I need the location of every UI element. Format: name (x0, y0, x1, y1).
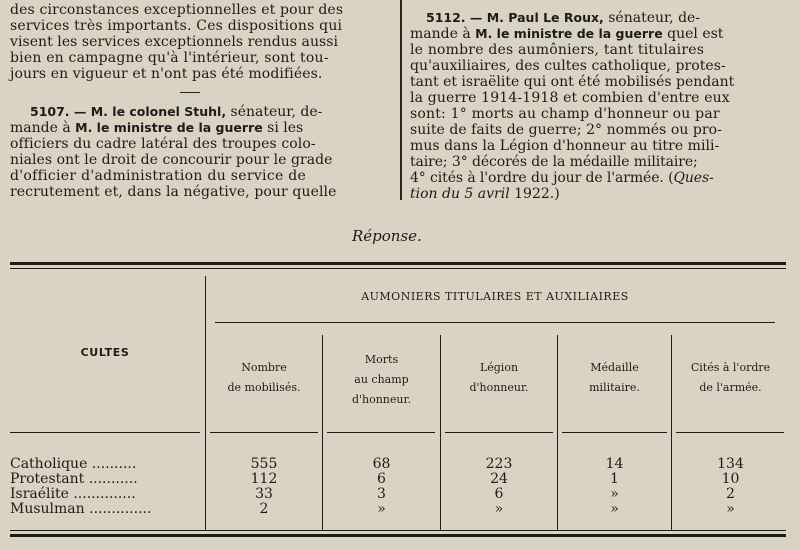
question-year: 1922.) (509, 186, 560, 202)
question-line: sont: 1° morts au champ d'honneur ou par (410, 106, 720, 122)
cell-value: 6 (377, 471, 386, 487)
cell-value: 14 (605, 456, 624, 472)
question-line: recrutement et, dans la négative, pour quelle (10, 184, 337, 200)
cultes-header: CULTES (80, 346, 130, 359)
intro-line: services très importants. Ces dispositions qui (10, 18, 343, 34)
cell-value: 68 (372, 456, 391, 472)
minister-name: M. le ministre de la guerre (75, 120, 263, 135)
cell-value: » (610, 501, 619, 517)
table-vertical-rule (671, 335, 672, 530)
intro-line: des circonstances exceptionnelles et pour des (10, 2, 344, 18)
header-bottom-rule (676, 432, 784, 433)
question-line: officiers du cadre latéral des troupes colo- (10, 136, 316, 152)
table-bottom-rule (10, 534, 786, 537)
column-header-morts: Morts au champ d'honneur. (351, 353, 412, 406)
cell-value: 2 (259, 501, 269, 517)
cell-value: 24 (490, 471, 508, 487)
column-header-cites: Cités à l'ordre de l'armée. (690, 361, 771, 394)
question-date-label: Ques- (673, 170, 714, 186)
intro-line: bien en campagne qu'à l'intérieur, sont tou- (10, 50, 329, 66)
header-bottom-rule (562, 432, 667, 433)
row-label: Catholique .......... (10, 456, 137, 472)
cell-value: 3 (377, 486, 386, 502)
question-role: sénateur, de- (226, 104, 323, 120)
column-header-mobilises: Nombre de mobilisés. (227, 361, 301, 394)
cell-value: 6 (494, 486, 504, 502)
cell-value: 1 (610, 471, 619, 487)
question-line: tant et israëlite qui ont été mobilisés pendant (410, 74, 735, 90)
header-bottom-rule (10, 432, 200, 433)
cell-value: 223 (485, 456, 513, 472)
question-line: qu'auxiliaires, des cultes catholique, protes- (410, 58, 726, 74)
table-vertical-rule (440, 335, 441, 530)
cell-value: 10 (721, 471, 740, 487)
question-line: taire; 3° décorés de la médaille militaire; (410, 154, 698, 170)
cell-value: 112 (250, 471, 278, 487)
intro-line: visent les services exceptionnels rendus aussi (10, 34, 339, 50)
cell-value: » (726, 501, 735, 517)
reponse-heading: Réponse. (352, 227, 422, 245)
question-line: le nombre des aumôniers, tant titulaires (410, 42, 705, 58)
cell-value: 33 (255, 486, 273, 502)
table-vertical-rule (557, 335, 558, 530)
group-header-rule (215, 322, 775, 323)
table-vertical-rule (205, 276, 206, 530)
question-5112 (410, 10, 788, 202)
cell-value: » (610, 486, 619, 502)
row-label: Protestant ........... (10, 471, 138, 487)
header-bottom-rule (327, 432, 435, 433)
text-fragment: si les (262, 120, 304, 136)
question-line: suite de faits de guerre; 2° nommés ou pro- (410, 122, 722, 138)
question-line: la guerre 1914-1918 et combien d'entre eux (410, 90, 730, 106)
question-line: mus dans la Légion d'honneur au titre mili- (410, 138, 720, 154)
table-vertical-rule (322, 335, 323, 530)
question-line: 4° cités à l'ordre du jour de l'armée. ( (410, 170, 674, 186)
question-role: sénateur, de- (603, 10, 701, 26)
table-top-rule-thin (10, 268, 786, 269)
column-header-medaille: Médaille militaire. (589, 361, 640, 394)
column-header-legion: Légion d'honneur. (469, 361, 529, 394)
minister-name: M. le ministre de la guerre (475, 26, 663, 41)
cell-value: » (494, 501, 504, 517)
cell-value: 555 (250, 456, 278, 472)
group-header: AUMONIERS TITULAIRES ET AUXILIAIRES (361, 290, 629, 303)
text-fragment: quel est (662, 26, 724, 42)
cell-value: » (377, 501, 386, 517)
table-bottom-rule-thin (10, 530, 786, 531)
row-label: Israélite .............. (10, 486, 136, 502)
cell-value: 134 (717, 456, 744, 472)
header-bottom-rule (210, 432, 318, 433)
question-line: d'officier d'administration du service de (10, 168, 307, 184)
question-number: 5107. — M. le colonel Stuhl, (30, 104, 227, 119)
text-fragment: mande à (410, 26, 476, 42)
question-line: niales ont le droit de concourir pour le grade (10, 152, 333, 168)
intro-paragraph (10, 2, 390, 82)
question-5107 (10, 104, 390, 200)
table-top-rule (10, 262, 786, 265)
text-fragment: mande à (10, 120, 76, 136)
header-bottom-rule (445, 432, 553, 433)
question-date-label: tion du 5 avril (410, 186, 510, 202)
cell-value: 2 (726, 486, 735, 502)
column-divider (400, 0, 402, 200)
separator-rule (180, 92, 200, 93)
question-number: 5112. — M. Paul Le Roux, (426, 10, 604, 25)
intro-line: jours en vigueur et n'ont pas été modifiées. (10, 66, 323, 82)
row-label: Musulman .............. (10, 501, 152, 517)
